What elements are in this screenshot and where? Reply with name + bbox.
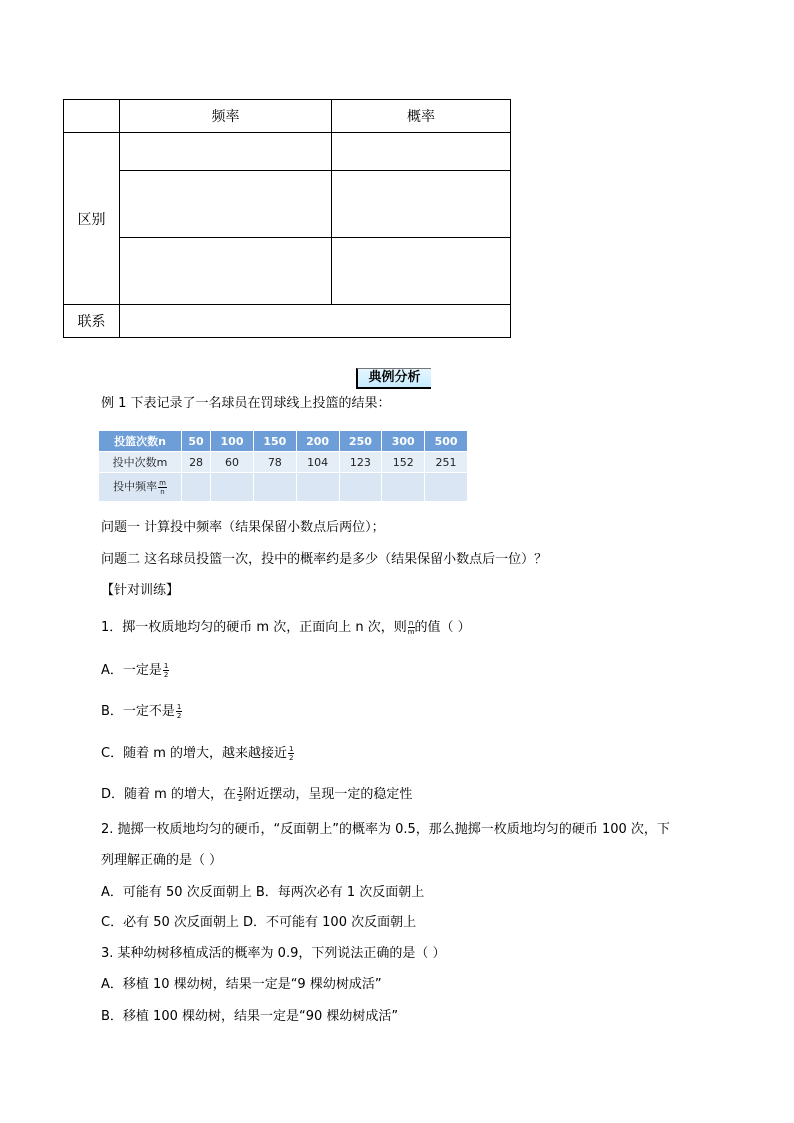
fraction-numerator: m — [159, 478, 166, 487]
q1-option-d — [101, 786, 412, 803]
option-text: D．随着 m 的增大，在 — [101, 787, 236, 802]
shots-cell: 200 — [296, 431, 339, 452]
hits-cell: 251 — [425, 452, 468, 473]
row-header-difference: 区别 — [64, 133, 120, 305]
blank-cell — [120, 133, 332, 171]
fraction-denominator: 2 — [237, 795, 243, 803]
q2-stem-line2: 列理解正确的是（ ） — [101, 853, 223, 868]
hits-cell: 152 — [382, 452, 425, 473]
fraction-numerator: 1 — [163, 662, 169, 670]
hits-cell: 123 — [339, 452, 382, 473]
section-heading-text: 典例分析 — [368, 370, 421, 385]
column-header-frequency: 频率 — [120, 100, 332, 133]
hits-cell: 60 — [211, 452, 254, 473]
example-intro: 例 1 下表记录了一名球员在罚球线上投篮的结果： — [101, 396, 391, 411]
blank-cell — [253, 473, 296, 502]
table-row — [99, 452, 468, 473]
blank-cell — [332, 171, 511, 238]
fraction-one-half — [288, 745, 294, 762]
blank-cell — [339, 473, 382, 502]
q3-option-a: A．移植 10 棵幼树，结果一定是“9 棵幼树成活” — [101, 977, 382, 992]
hits-cell: 28 — [182, 452, 211, 473]
q1-option-c — [101, 745, 294, 762]
row-header-connection: 联系 — [64, 305, 120, 338]
fraction-m-over-n — [158, 479, 167, 496]
row-label-shots: 投篮次数n — [99, 431, 182, 452]
shots-cell: 50 — [182, 431, 211, 452]
blank-cell — [382, 473, 425, 502]
question-one: 问题一 计算投中频率（结果保留小数点后两位）； — [101, 520, 385, 535]
shots-cell: 300 — [382, 431, 425, 452]
hits-cell: 104 — [296, 452, 339, 473]
training-title: 【针对训练】 — [101, 583, 180, 598]
blank-cell — [120, 305, 511, 338]
fraction-numerator: n — [408, 619, 414, 627]
q2-options-cd: C．必有 50 次反面朝上 D．不可能有 100 次反面朝上 — [101, 915, 417, 930]
fraction-one-half — [163, 662, 169, 679]
q1-stem-text: 1．掷一枚质地均匀的硬币 m 次，正面向上 n 次，则 — [101, 620, 407, 635]
blank-cell — [296, 473, 339, 502]
fraction-numerator: 1 — [176, 703, 182, 711]
fraction-numerator: 1 — [289, 745, 294, 753]
shots-cell: 150 — [253, 431, 296, 452]
shots-cell: 250 — [339, 431, 382, 452]
q1-option-a — [101, 662, 169, 679]
fraction-denominator: 2 — [176, 712, 182, 720]
q3-stem: 3. 某种幼树移植成活的概率为 0.9，下列说法正确的是（ ） — [101, 946, 446, 961]
q2-options-ab: A．可能有 50 次反面朝上 B．每两次必有 1 次反面朝上 — [101, 885, 425, 900]
option-text: A．一定是 — [101, 663, 162, 678]
q1-option-b — [101, 703, 182, 720]
blank-cell — [332, 238, 511, 305]
row-label-hits: 投中次数m — [99, 452, 182, 473]
hits-cell: 78 — [253, 452, 296, 473]
table-row — [99, 473, 468, 502]
column-header-probability: 概率 — [332, 100, 511, 133]
blank-cell — [182, 473, 211, 502]
row-label-frequency — [99, 473, 182, 502]
fraction-one-half — [176, 703, 182, 720]
blank-cell — [120, 238, 332, 305]
q3-option-b: B．移植 100 棵幼树，结果一定是“90 棵幼树成活” — [101, 1009, 399, 1024]
table-row — [99, 431, 468, 452]
fraction-numerator: 1 — [237, 786, 243, 794]
blank-cell — [425, 473, 468, 502]
fraction-denominator: 2 — [163, 671, 169, 679]
fraction-denominator: m — [407, 628, 415, 636]
blank-cell — [211, 473, 254, 502]
fraction-denominator: n — [160, 487, 165, 496]
option-text: B．一定不是 — [101, 704, 175, 719]
row-label-frequency-text: 投中频率 — [113, 480, 158, 494]
frequency-probability-table — [63, 99, 511, 338]
section-heading-box — [356, 368, 431, 389]
q1-stem-tail: 的值（ ） — [414, 620, 471, 635]
table-corner-cell — [64, 100, 120, 133]
fraction-denominator: 2 — [289, 754, 294, 762]
shooting-results-table — [98, 430, 468, 502]
fraction-n-over-m — [408, 619, 415, 636]
q2-stem-line1: 2. 抛掷一枚质地均匀的硬币，“反面朝上”的概率为 0.5，那么抛掷一枚质地均匀的硬币 100 次，下 — [101, 822, 670, 837]
option-text: C．随着 m 的增大，越来越接近 — [101, 746, 288, 761]
shots-cell: 100 — [211, 431, 254, 452]
shots-cell: 500 — [425, 431, 468, 452]
question-two: 问题二 这名球员投篮一次，投中的概率约是多少（结果保留小数点后一位）？ — [101, 552, 548, 567]
q1-stem — [101, 619, 471, 636]
blank-cell — [332, 133, 511, 171]
option-text-tail: 附近摆动，呈现一定的稳定性 — [243, 787, 413, 802]
blank-cell — [120, 171, 332, 238]
